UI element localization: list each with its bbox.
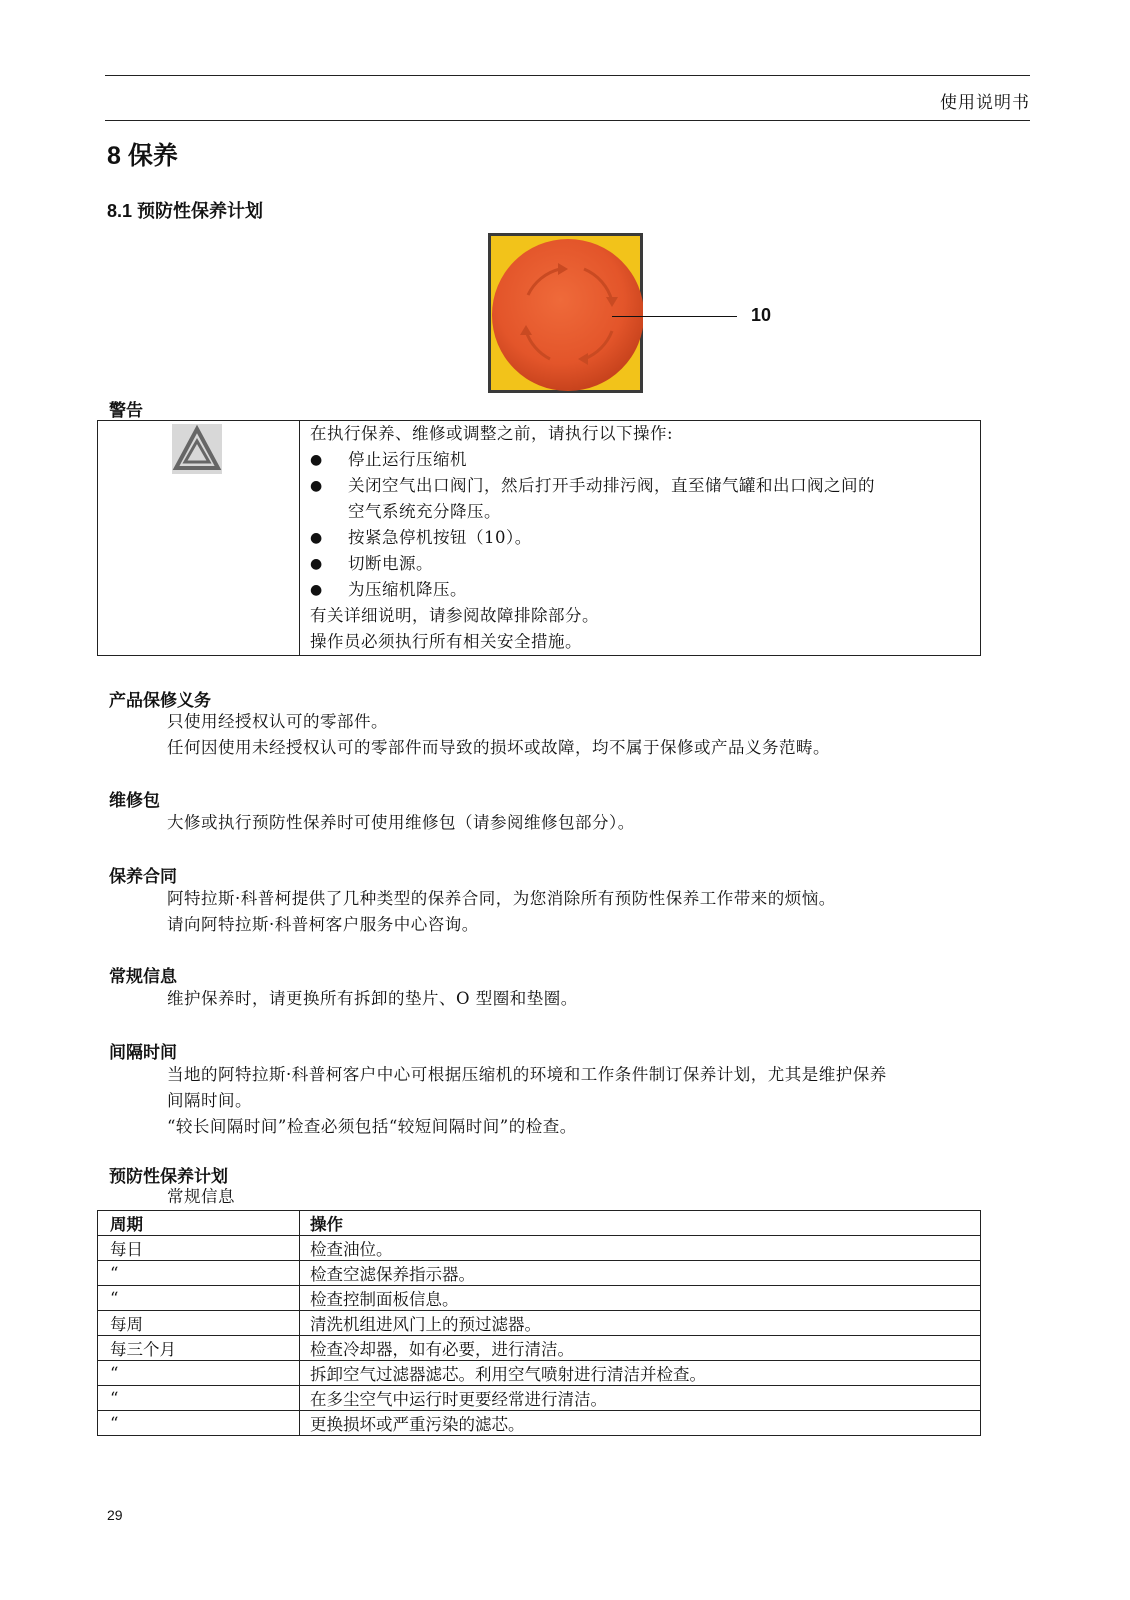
operation-cell: 检查冷却器，如有必要，进行清洁。 bbox=[300, 1336, 981, 1361]
period-cell: “ bbox=[98, 1361, 300, 1386]
operation-cell: 检查控制面板信息。 bbox=[300, 1286, 981, 1311]
service-kit-text bbox=[167, 810, 635, 836]
period-cell: 每周 bbox=[98, 1311, 300, 1336]
list-item bbox=[310, 473, 975, 499]
period-cell: “ bbox=[98, 1286, 300, 1311]
paragraph-line: 请向阿特拉斯·科普柯客户服务中心咨询。 bbox=[167, 915, 479, 934]
document-title: 使用说明书 bbox=[940, 93, 1030, 113]
list-item bbox=[310, 577, 975, 603]
operation-cell: 拆卸空气过滤器滤芯。利用空气喷射进行清洁并检查。 bbox=[300, 1361, 981, 1386]
paragraph-line: 任何因使用未经授权认可的零部件而导致的损坏或故障，均不属于保修或产品义务范畴。 bbox=[167, 738, 830, 757]
general-text bbox=[167, 986, 578, 1012]
warranty-heading: 产品保修义务 bbox=[109, 691, 211, 711]
period-cell: “ bbox=[98, 1261, 300, 1286]
table-row bbox=[98, 1361, 981, 1386]
interval-text bbox=[167, 1062, 887, 1140]
list-item bbox=[310, 551, 975, 577]
period-cell: 每日 bbox=[98, 1236, 300, 1261]
bullet-icon: ● bbox=[310, 478, 323, 494]
warning-content bbox=[310, 421, 975, 655]
bullet-text: 关闭空气出口阀门，然后打开手动排污阀，直至储气罐和出口阀之间的 bbox=[348, 476, 875, 495]
warning-triangle-icon bbox=[172, 424, 222, 474]
table-row bbox=[98, 1411, 981, 1436]
bullet-icon: ● bbox=[310, 530, 323, 546]
table-header-row bbox=[98, 1211, 981, 1236]
table-row bbox=[98, 1286, 981, 1311]
list-item bbox=[310, 525, 975, 551]
paragraph-line: 只使用经授权认可的零部件。 bbox=[167, 712, 388, 731]
operation-cell: 更换损坏或严重污染的滤芯。 bbox=[300, 1411, 981, 1436]
paragraph-line: 阿特拉斯·科普柯提供了几种类型的保养合同，为您消除所有预防性保养工作带来的烦恼。 bbox=[167, 889, 836, 908]
schedule-heading: 预防性保养计划 bbox=[109, 1167, 228, 1187]
bullet-icon: ● bbox=[310, 452, 323, 468]
header-bottom-rule bbox=[105, 120, 1030, 121]
bullet-icon: ● bbox=[310, 556, 323, 572]
operation-cell: 清洗机组进风门上的预过滤器。 bbox=[300, 1311, 981, 1336]
paragraph-line: 大修或执行预防性保养时可使用维修包（请参阅维修包部分）。 bbox=[167, 813, 635, 832]
warning-intro: 在执行保养、维修或调整之前，请执行以下操作: bbox=[310, 424, 674, 443]
warning-footer-line: 有关详细说明，请参阅故障排除部分。 bbox=[310, 606, 599, 625]
section-title: 8 保养 bbox=[107, 142, 178, 170]
table-row bbox=[98, 1336, 981, 1361]
service-kit-heading: 维修包 bbox=[109, 791, 160, 811]
paragraph-line: “较长间隔时间”检查必须包括“较短间隔时间”的检查。 bbox=[167, 1117, 577, 1136]
warning-heading: 警告 bbox=[109, 401, 143, 421]
interval-heading: 间隔时间 bbox=[109, 1043, 177, 1063]
callout-line bbox=[612, 316, 737, 317]
callout-label: 10 bbox=[751, 305, 772, 325]
table-row bbox=[98, 1261, 981, 1286]
period-cell: “ bbox=[98, 1386, 300, 1411]
table-row bbox=[98, 1386, 981, 1411]
general-heading: 常规信息 bbox=[109, 967, 177, 987]
emergency-stop-icon bbox=[488, 233, 643, 393]
emergency-stop-figure bbox=[488, 233, 643, 393]
bullet-text: 为压缩机降压。 bbox=[348, 580, 467, 599]
maintenance-schedule-table bbox=[97, 1210, 981, 1436]
bullet-text: 切断电源。 bbox=[348, 554, 433, 573]
column-header-operation: 操作 bbox=[300, 1211, 981, 1236]
header-top-rule bbox=[105, 75, 1030, 76]
column-header-period: 周期 bbox=[98, 1211, 300, 1236]
operation-cell: 检查油位。 bbox=[300, 1236, 981, 1261]
schedule-subheading: 常规信息 bbox=[167, 1187, 235, 1206]
bullet-text-continuation: 空气系统充分降压。 bbox=[348, 502, 501, 521]
contract-text bbox=[167, 886, 836, 938]
paragraph-line: 维护保养时，请更换所有拆卸的垫片、O 型圈和垫圈。 bbox=[167, 989, 578, 1008]
warning-table-divider bbox=[299, 420, 300, 656]
period-cell: “ bbox=[98, 1411, 300, 1436]
bullet-text: 停止运行压缩机 bbox=[348, 450, 467, 469]
warning-footer-line: 操作员必须执行所有相关安全措施。 bbox=[310, 632, 582, 651]
warranty-text bbox=[167, 709, 830, 761]
subsection-title: 8.1 预防性保养计划 bbox=[107, 201, 264, 221]
contract-heading: 保养合同 bbox=[109, 867, 177, 887]
page-number: 29 bbox=[107, 1507, 123, 1523]
table-row bbox=[98, 1236, 981, 1261]
bullet-icon: ● bbox=[310, 582, 323, 598]
bullet-text: 按紧急停机按钮（10）。 bbox=[348, 528, 532, 547]
operation-cell: 在多尘空气中运行时更要经常进行清洁。 bbox=[300, 1386, 981, 1411]
table-row bbox=[98, 1311, 981, 1336]
paragraph-line: 当地的阿特拉斯·科普柯客户中心可根据压缩机的环境和工作条件制订保养计划，尤其是维护保养 bbox=[167, 1065, 887, 1084]
period-cell: 每三个月 bbox=[98, 1336, 300, 1361]
operation-cell: 检查空滤保养指示器。 bbox=[300, 1261, 981, 1286]
paragraph-line: 间隔时间。 bbox=[167, 1091, 252, 1110]
list-item bbox=[310, 447, 975, 473]
